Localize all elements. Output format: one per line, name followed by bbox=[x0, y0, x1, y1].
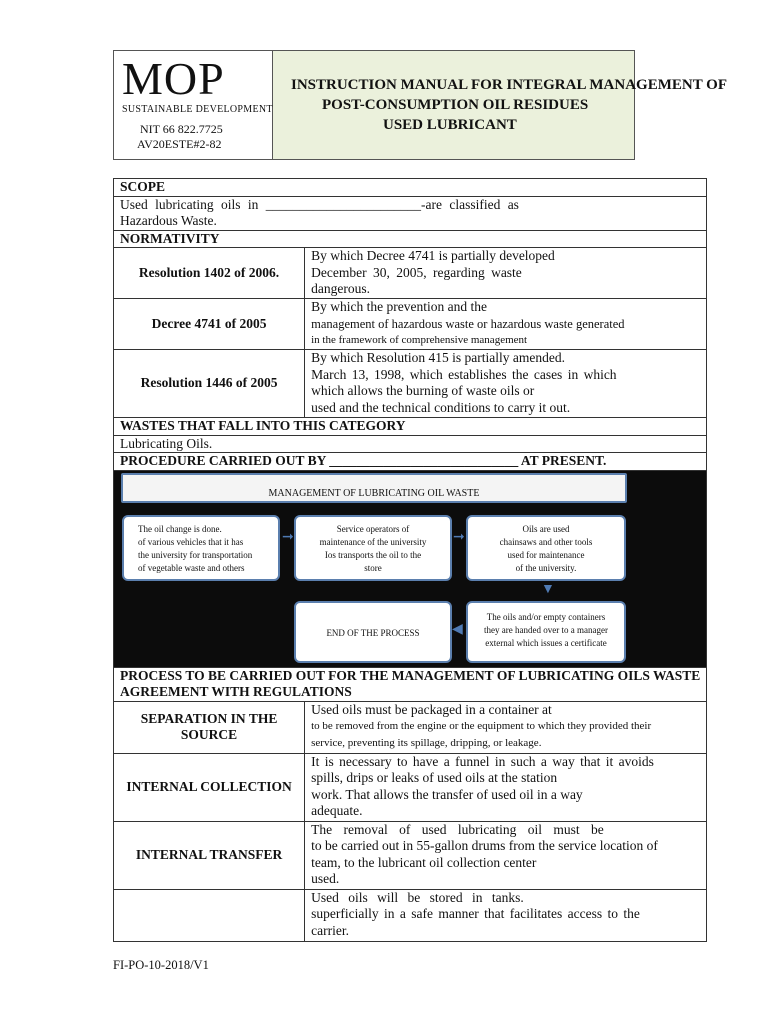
scope-row bbox=[114, 196, 707, 230]
flow-text: Service operators of bbox=[336, 523, 410, 534]
process-row bbox=[114, 821, 707, 889]
process-line: Used oils will be stored in tanks. bbox=[311, 889, 524, 905]
flow-text: external which issues a certificate bbox=[485, 637, 607, 648]
flow-text: of the university. bbox=[515, 562, 577, 573]
normativity-row bbox=[114, 248, 707, 299]
flow-text: the university for transportation bbox=[138, 549, 253, 560]
process-step-description bbox=[305, 701, 707, 753]
scope-heading: SCOPE bbox=[114, 179, 707, 197]
document-title-line-2: POST-CONSUMPTION OIL RESIDUES bbox=[322, 97, 589, 113]
logo-subtitle: SUSTAINABLE DEVELOPMENT bbox=[122, 104, 273, 115]
process-step-name bbox=[114, 889, 305, 941]
norm-line: used and the technical conditions to carry it out. bbox=[311, 399, 571, 415]
manual-table bbox=[113, 178, 707, 942]
flow-text: Oils are used bbox=[522, 523, 570, 534]
process-line: Used oils must be packaged in a container at bbox=[311, 701, 552, 717]
norm-description bbox=[305, 299, 707, 350]
norm-line: in the framework of comprehensive management bbox=[311, 334, 528, 346]
company-logo: MOP bbox=[122, 53, 225, 104]
flow-text: used for maintenance bbox=[507, 549, 585, 560]
normativity-row bbox=[114, 299, 707, 350]
scope-line-1: Used lubricating oils in _______________________-are classified as bbox=[120, 196, 519, 212]
process-line: The removal of used lubricating oil must be bbox=[311, 821, 604, 837]
flow-text: maintenance of the university bbox=[319, 536, 427, 547]
process-line: spills, drips or leaks of used oils at the station bbox=[311, 770, 558, 785]
company-nit: NIT 66 822.7725 bbox=[140, 122, 223, 136]
flow-text: of various vehicles that it has bbox=[138, 536, 244, 547]
flow-step-transport bbox=[294, 515, 452, 581]
norm-line: management of hazardous waste or hazardous waste generated bbox=[311, 316, 625, 331]
norm-line: dangerous. bbox=[311, 281, 370, 296]
process-row bbox=[114, 701, 707, 753]
norm-name: Decree 4741 of 2005 bbox=[114, 299, 305, 350]
process-step-description bbox=[305, 889, 707, 941]
arrow-down-icon: ▼ bbox=[541, 581, 555, 597]
diagram-row bbox=[114, 470, 707, 667]
procedure-heading: PROCEDURE CARRIED OUT BY ____________________________ AT PRESENT. bbox=[114, 453, 707, 471]
process-row bbox=[114, 889, 707, 941]
document-title-line-1: INSTRUCTION MANUAL FOR INTEGRAL MANAGEMENT OF bbox=[291, 77, 728, 93]
flow-text: Ios transports the oil to the bbox=[324, 549, 422, 560]
document-title-line-3: USED LUBRICANT bbox=[383, 117, 517, 133]
process-step-name: INTERNAL TRANSFER bbox=[114, 821, 305, 889]
process-line: team, to the lubricant oil collection center bbox=[311, 854, 537, 870]
process-step-name: INTERNAL COLLECTION bbox=[114, 753, 305, 821]
wastes-value: Lubricating Oils. bbox=[114, 435, 707, 453]
flow-step-external-manager bbox=[466, 601, 626, 663]
normativity-row bbox=[114, 350, 707, 418]
norm-line: December 30, 2005, regarding waste bbox=[311, 264, 522, 280]
norm-line: which allows the burning of waste oils or bbox=[311, 383, 535, 398]
norm-name: Resolution 1402 of 2006. bbox=[114, 248, 305, 299]
flow-text: they are handed over to a manager bbox=[484, 624, 608, 635]
process-line: to be removed from the engine or the equipment to which they provided their bbox=[311, 720, 652, 732]
process-header-row bbox=[114, 667, 707, 701]
norm-line: By which the prevention and the bbox=[311, 299, 487, 314]
process-step-description bbox=[305, 753, 707, 821]
wastes-row bbox=[114, 435, 707, 453]
arrow-left-icon: ◀ bbox=[452, 621, 463, 637]
norm-line: By which Resolution 415 is partially amended. bbox=[311, 350, 565, 365]
process-line: It is necessary to have a funnel in such a way that it avoids bbox=[311, 753, 654, 769]
procedure-header-row bbox=[114, 453, 707, 471]
process-line: to be carried out in 55-gallon drums from the service location of bbox=[311, 838, 658, 853]
flow-step-end: END OF THE PROCESS bbox=[294, 601, 452, 663]
process-row bbox=[114, 753, 707, 821]
flow-text: The oils and/or empty containers bbox=[486, 611, 606, 622]
flow-text: chainsaws and other tools bbox=[499, 536, 593, 547]
process-line: used. bbox=[311, 871, 340, 886]
norm-line: March 13, 1998, which establishes the cases in which bbox=[311, 366, 617, 382]
flow-diagram bbox=[114, 471, 706, 667]
process-line: adequate. bbox=[311, 803, 363, 818]
flow-text: of vegetable waste and others bbox=[138, 562, 245, 573]
normativity-header-row bbox=[114, 230, 707, 248]
process-step-description bbox=[305, 821, 707, 889]
arrow-right-icon: ➞ bbox=[453, 529, 465, 545]
flow-text: The oil change is done. bbox=[138, 523, 222, 534]
process-line: superficially in a safe manner that facilitates access to the bbox=[311, 906, 640, 921]
scope-text bbox=[114, 196, 707, 230]
scope-header-row bbox=[114, 179, 707, 197]
process-heading-line-1: PROCESS TO BE CARRIED OUT FOR THE MANAGEMENT OF LUBRICATING OILS WASTE bbox=[120, 667, 701, 683]
process-line: work. That allows the transfer of used oil in a way bbox=[311, 786, 583, 802]
diagram-title: MANAGEMENT OF LUBRICATING OIL WASTE bbox=[121, 473, 627, 503]
flow-text: store bbox=[364, 562, 382, 573]
document-code: FI-PO-10-2018/V1 bbox=[113, 958, 209, 972]
flow-step-oil-change bbox=[122, 515, 280, 581]
flow-diagram-cell bbox=[114, 470, 707, 667]
process-line: carrier. bbox=[311, 922, 349, 938]
norm-name: Resolution 1446 of 2005 bbox=[114, 350, 305, 418]
company-address: AV20ESTE#2-82 bbox=[137, 137, 222, 151]
norm-description bbox=[305, 248, 707, 299]
process-step-name: SEPARATION IN THE SOURCE bbox=[114, 701, 305, 753]
wastes-heading: WASTES THAT FALL INTO THIS CATEGORY bbox=[114, 418, 707, 436]
norm-description bbox=[305, 350, 707, 418]
normativity-heading: NORMATIVITY bbox=[114, 230, 707, 248]
process-heading-line-2: AGREEMENT WITH REGULATIONS bbox=[120, 684, 352, 699]
process-line: service, preventing its spillage, dripping, or leakage. bbox=[311, 736, 542, 749]
flow-step-reuse bbox=[466, 515, 626, 581]
norm-line: By which Decree 4741 is partially developed bbox=[311, 248, 555, 263]
arrow-right-icon: ➞ bbox=[282, 529, 294, 545]
scope-line-2: Hazardous Waste. bbox=[120, 213, 217, 228]
process-heading bbox=[114, 667, 707, 701]
wastes-header-row bbox=[114, 418, 707, 436]
